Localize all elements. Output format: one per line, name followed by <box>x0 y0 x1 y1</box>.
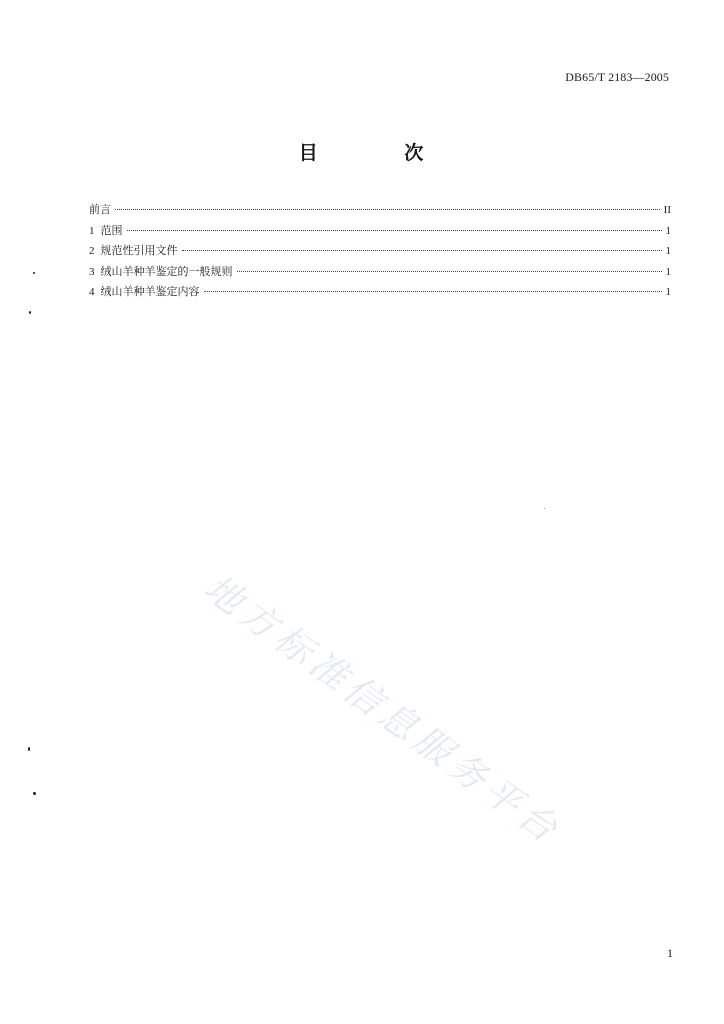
toc-entry-text: 绒山羊种羊鉴定内容 <box>100 285 200 298</box>
toc-entry-page: 1 <box>665 265 671 278</box>
toc-leader-dots <box>127 230 662 231</box>
toc-entry-foreword[interactable] <box>89 200 671 221</box>
scan-speck <box>33 792 36 795</box>
document-code: DB65/T 2183—2005 <box>565 70 669 84</box>
toc-entry-scope[interactable] <box>89 221 671 242</box>
toc-entry-page: II <box>663 204 671 216</box>
toc-entry-number: 2 <box>89 245 95 257</box>
toc-entry-text: 范围 <box>100 223 123 237</box>
toc-entry-text: 前言 <box>89 203 111 216</box>
toc-entry-general-rules[interactable] <box>89 262 671 283</box>
toc-leader-dots <box>237 271 662 272</box>
toc-entry-identification-content[interactable] <box>89 282 671 303</box>
toc-entry-page: 1 <box>665 245 671 257</box>
toc-leader-dots <box>204 291 662 292</box>
toc-entry-label <box>89 241 178 261</box>
toc-entry-text: 绒山羊种羊鉴定的一般规则 <box>100 264 233 278</box>
scan-speck <box>28 747 30 751</box>
toc-entry-number: 4 <box>89 286 95 298</box>
toc-entry-page: 1 <box>665 224 671 237</box>
toc-entry-label <box>89 282 200 302</box>
scan-speck <box>29 311 31 314</box>
table-of-contents <box>89 200 671 303</box>
scan-speck <box>544 508 545 509</box>
toc-leader-dots <box>182 250 662 251</box>
toc-entry-text: 规范性引用文件 <box>100 244 178 257</box>
toc-entry-normative-references[interactable] <box>89 241 671 262</box>
toc-entry-label <box>89 262 233 282</box>
toc-entry-label <box>89 221 123 241</box>
toc-entry-number: 1 <box>89 224 95 237</box>
toc-entry-page: 1 <box>665 286 671 298</box>
watermark: 地方标准信息服务平台 <box>196 566 570 854</box>
page-number: 1 <box>667 946 673 960</box>
toc-entry-number: 3 <box>89 265 95 278</box>
scan-speck <box>33 272 35 274</box>
toc-title: 目 次 <box>298 142 464 164</box>
toc-leader-dots <box>115 209 660 210</box>
toc-entry-label <box>89 200 111 220</box>
